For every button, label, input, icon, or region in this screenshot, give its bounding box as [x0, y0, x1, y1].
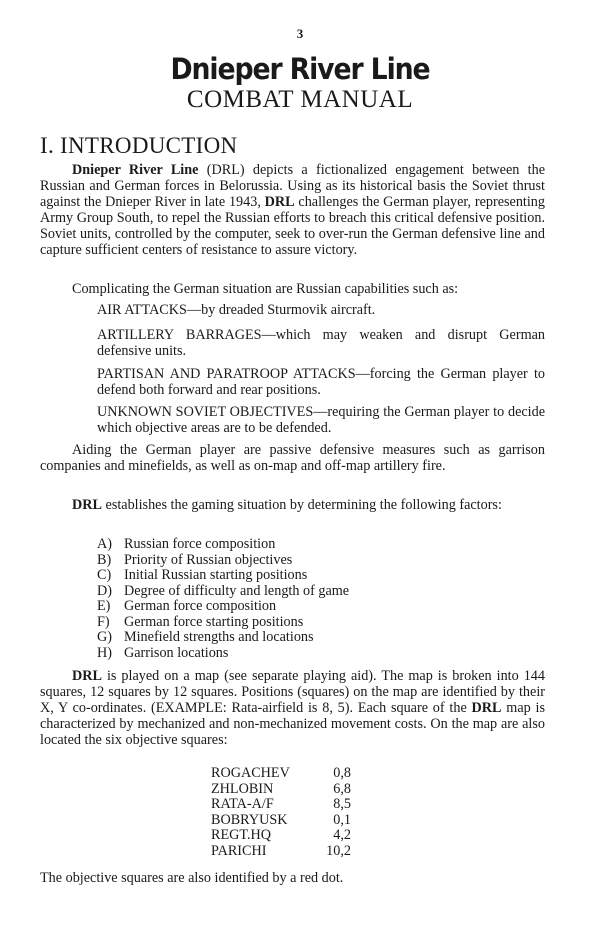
objective-coord: 10,2 — [326, 842, 351, 859]
objective-coord: 8,5 — [333, 796, 351, 812]
objective-name: PARICHI — [211, 842, 267, 859]
intro-lead-bold: Dnieper River Line — [72, 162, 199, 178]
objective-name: ZHLOBIN — [211, 780, 274, 797]
factor-key: E) — [97, 598, 111, 614]
factor-text: Russian force composition — [124, 536, 276, 552]
page-subtitle: COMBAT MANUAL — [186, 86, 414, 113]
page-number: 3 — [296, 26, 304, 41]
objective-coord: 0,8 — [333, 765, 351, 781]
objective-coord: 6,8 — [333, 780, 351, 797]
objective-name: BOBRYUSK — [211, 811, 288, 828]
objective-name: RATA-A/F — [211, 796, 274, 812]
table-row — [211, 813, 351, 829]
list-item — [97, 630, 349, 646]
table-row — [211, 844, 351, 860]
intro-paragraph — [40, 162, 545, 258]
factors-bold-drl: DRL — [72, 497, 102, 513]
factor-list — [97, 537, 349, 661]
objective-name: REGT.HQ — [211, 827, 272, 843]
list-item — [97, 568, 349, 584]
list-item — [97, 599, 349, 615]
factor-key: G) — [97, 629, 112, 645]
capability-item: UNKNOWN SOVIET OBJECTIVES—requiring the German player to decide which objective areas are to be defended. — [97, 404, 545, 436]
section-heading: I. INTRODUCTION — [40, 133, 238, 158]
factor-key: D) — [97, 582, 112, 599]
intro-bold-drl: DRL — [264, 194, 295, 210]
page-title: Dnieper River Line — [170, 52, 430, 86]
capability-item: AIR ATTACKS—by dreaded Sturmovik aircraft. — [97, 302, 376, 318]
aiding-paragraph: Aiding the German player are passive defensive measures such as garrison companies and minefields, as well as on-map and off-map artillery fire. — [40, 442, 545, 474]
map-bold-drl-1: DRL — [72, 668, 102, 684]
factor-text: Degree of difficulty and length of game — [124, 582, 350, 599]
factor-key: B) — [97, 551, 112, 568]
table-row — [211, 766, 351, 782]
factor-key: H) — [97, 644, 112, 661]
factor-text: Garrison locations — [124, 644, 229, 661]
closing-paragraph: The objective squares are also identified by a red dot. — [40, 870, 344, 886]
capability-item: ARTILLERY BARRAGES—which may weaken and disrupt German defensive units. — [97, 327, 545, 359]
map-text-2: map is characterized by mechanized and non-mechanized movement costs. On the map are also located the six objective squares: — [40, 700, 545, 748]
factor-key: F) — [97, 613, 110, 630]
factor-key: A) — [97, 536, 112, 552]
complicating-paragraph: Complicating the German situation are Russian capabilities such as: — [72, 281, 459, 297]
intro-text-2: challenges the German player, representing Army Group South, to repel the Russian efforts to breach this critical defensive position. Soviet units, controlled by the computer, seek to over-run the German defensive line and capture sufficient centers of resistance to assure victory. — [40, 194, 545, 258]
objective-coord: 0,1 — [333, 811, 351, 828]
table-row — [211, 828, 351, 844]
factor-text: German force composition — [124, 598, 277, 614]
capability-item: PARTISAN AND PARATROOP ATTACKS—forcing the German player to defend both forward and rear positions. — [97, 366, 545, 398]
objectives-table — [211, 766, 351, 859]
intro-text-1: (DRL) depicts a fictionalized engagement between the Russian and German forces in Belorussia. Using as its historical basis the Soviet thrust against the Dnieper River in late 1943, — [40, 162, 545, 210]
table-row — [211, 782, 351, 798]
list-item — [97, 615, 349, 631]
table-row — [211, 797, 351, 813]
map-paragraph — [40, 668, 545, 748]
list-item — [97, 584, 349, 600]
list-item — [97, 646, 349, 662]
factor-text: Minefield strengths and locations — [124, 629, 314, 645]
list-item — [97, 537, 349, 553]
factors-intro-text: establishes the gaming situation by determining the following factors: — [101, 497, 502, 513]
factor-text: Initial Russian starting positions — [124, 567, 308, 583]
list-item — [97, 553, 349, 569]
map-bold-drl-2: DRL — [471, 700, 502, 716]
factors-intro-paragraph — [40, 497, 545, 513]
objective-coord: 4,2 — [333, 827, 351, 843]
factor-key: C) — [97, 567, 112, 583]
factor-text: German force starting positions — [124, 613, 304, 630]
objective-name: ROGACHEV — [211, 765, 290, 781]
map-text-1: is played on a map (see separate playing aid). The map is broken into 144 squares, 12 squares by 12 squares. Positions (squares) on the map are identified by their X, Y co-ordinates. (EXAMPLE: Rata-airfield is 8, 5). Each square of the — [40, 668, 545, 716]
factor-text: Priority of Russian objectives — [124, 551, 293, 568]
